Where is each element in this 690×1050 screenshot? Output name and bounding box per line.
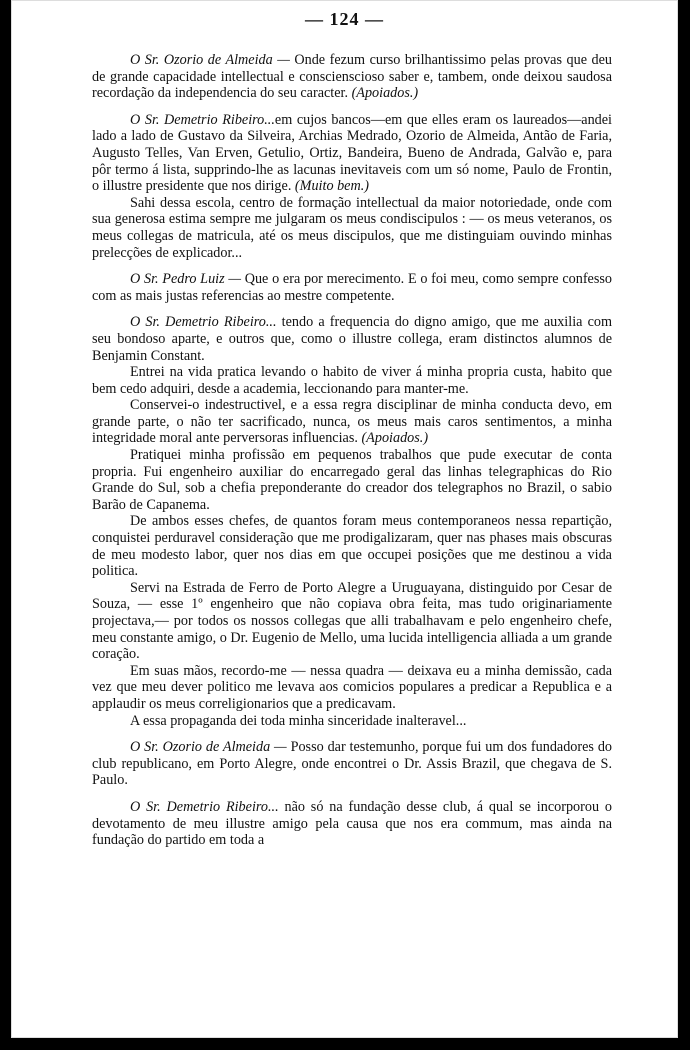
paragraph-text: Posso dar testemunho, porque fui um dos fundadores do club republicano, em Porto Alegre, onde encontrei o Dr. Assis Brazil, que chegava de S. Paulo. <box>92 739 612 789</box>
paragraph-text: Entrei na vida pratica levando o habito de viver á minha propria custa, habito que bem cedo adquiri, desde a academia, leccionando para manter-me. <box>92 364 612 397</box>
paragraph-text: Conservei-o indestructivel, e a essa regra disciplinar de minha conducta devo, em grande parte, o não ter sacrificado, nunca, os meus mais caros sentimentos, a minha integridade moral ante perversoras influencias. <box>92 397 612 447</box>
speaker-name: O Sr. Demetrio Ribeiro... <box>130 111 275 128</box>
paragraph <box>92 513 612 579</box>
speaker-name: O Sr. Ozorio de Almeida — <box>130 739 287 756</box>
aside-note: (Apoiados.) <box>351 85 419 102</box>
paragraph <box>92 397 612 447</box>
paragraph <box>92 739 612 789</box>
paragraph-text: De ambos esses chefes, de quantos foram meus contemporaneos nessa repartição, conquistei perduravel consideração que me prodigalizaram, quer nas phases mais obscuras de meu modesto labor, quer nos dias em que occupei posições que me destinou a vida politica. <box>92 513 612 580</box>
paragraph-text: Servi na Estrada de Ferro de Porto Alegre a Uruguayana, distinguido por Cesar de Souza, — esse 1º engenheiro que não copiava obra feita, mas tudo originariamente projectava,— por todos os nossos collegas que alli trabalhavam e pelo engenheiro chefe, meu constante amigo, o Dr. Eugenio de Mello, uma lucida intelligencia alliada a um grande coração. <box>92 579 612 663</box>
paragraph <box>92 364 612 397</box>
speaker-name: O Sr. Ozorio de Almeida — <box>130 52 290 68</box>
paragraph <box>92 195 612 261</box>
page-sheet <box>11 0 678 1038</box>
paragraph <box>92 799 612 849</box>
paragraph <box>92 271 612 304</box>
paragraph <box>92 713 612 730</box>
aside-note: (Muito bem.) <box>294 178 369 195</box>
body-text <box>92 52 612 849</box>
paragraph-text: Em suas mãos, recordo-me — nessa quadra — deixava eu a minha demissão, cada vez que meu dever politico me levava aos comicios populares a predicar a Republica e a applaudir os meus correligionarios que a predicavam. <box>92 662 612 712</box>
paragraph <box>92 314 612 364</box>
speaker-name: O Sr. Demetrio Ribeiro... <box>130 798 279 815</box>
paragraph-text: em cujos bancos—em que elles eram os laureados—andei lado a lado de Gustavo da Silveira, Archias Medrado, Ozorio de Almeida, Antão de Faria, Augusto Telles, Van Erven, Getulio, Ortiz, Bandeira, Bueno de Andrada, Galvão e, para pôr termo á lista, supprindo-lhe as lacunas inevitaveis com um só nome, Paulo de Frontin, o illustre presidente que nos dirige. <box>92 111 613 195</box>
speaker-name: O Sr. Pedro Luiz — <box>130 271 241 288</box>
page-number: — 124 — <box>305 9 384 29</box>
paragraph <box>92 112 612 195</box>
paragraph-text: Sahi dessa escola, centro de formação intellectual da maior notoriedade, onde com sua generosa estima sempre me julgaram os meus condiscipulos : — os meus veteranos, os meus collegas de matricula, até os meus discipulos, que me distinguiam ouvindo minhas prelecções de explicador... <box>92 194 612 261</box>
paragraph-text: Onde fezum curso brilhantissimo pelas provas que deu de grande capacidade intellectual e conscienscioso saber e, tambem, onde deixou saudosa recordação da independencia do seu caracter. <box>92 52 613 102</box>
paragraph-text: Que o era por merecimento. E o foi meu, como sempre confesso com as mais justas referencias ao mestre competente. <box>92 271 612 304</box>
paragraph <box>92 580 612 663</box>
paragraph-text: Pratiquei minha profissão em pequenos trabalhos que pude executar de conta propria. Fui engenheiro auxiliar do encarregado geral das linhas telegraphicas do Rio Grande do Sul, sob a chefia preponderante do creador dos telegraphos no Brazil, o sabio Barão de Capanema. <box>92 447 612 513</box>
paragraph <box>92 663 612 713</box>
paragraph-text: tendo a frequencia do digno amigo, que me auxilia com seu bondoso aparte, e outros que, como o illustre collega, eram distinctos alumnos de Benjamin Constant. <box>92 314 613 364</box>
paragraph-text: não só na fundação desse club, á qual se incorporou o devotamento de meu illustre amigo pela causa que nos era commum, mas ainda na fundação do partido em toda a <box>92 798 612 849</box>
paragraph <box>92 447 612 513</box>
speaker-name: O Sr. Demetrio Ribeiro... <box>130 314 277 331</box>
aside-note: (Apoiados.) <box>361 430 429 447</box>
paragraph <box>92 52 612 102</box>
paragraph-text: A essa propaganda dei toda minha sinceridade inalteravel... <box>130 712 467 729</box>
